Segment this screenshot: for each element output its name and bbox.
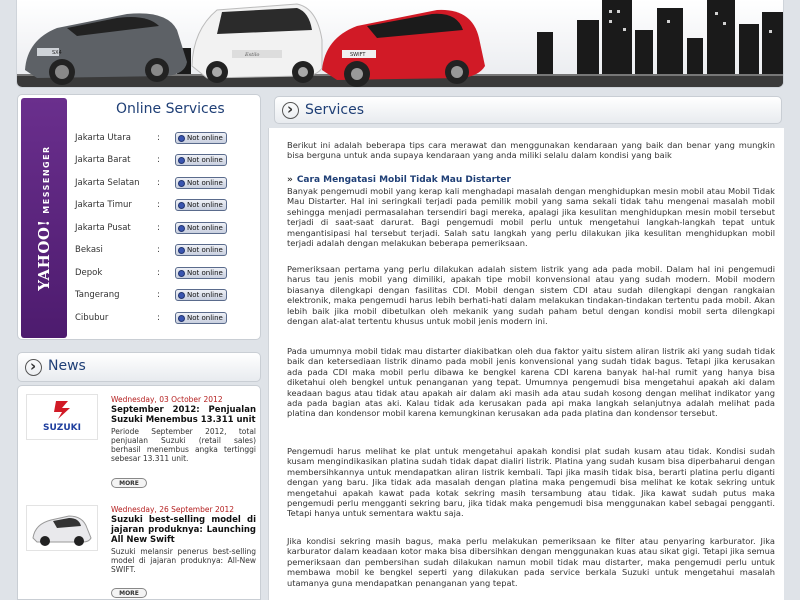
more-button[interactable] (111, 478, 147, 488)
status-badge[interactable] (175, 199, 227, 211)
service-location: Depok (75, 268, 103, 278)
status-dot-icon (178, 270, 185, 277)
online-service-row (75, 197, 260, 213)
article-title-text: Cara Mengatasi Mobil Tidak Mau Distarter (296, 175, 511, 185)
status-dot-icon (178, 315, 185, 322)
status-dot-icon (178, 202, 185, 209)
service-location: Jakarta Selatan (75, 178, 140, 188)
article-paragraph: Jika kondisi sekring masih bagus, maka perlu melakukan pemeriksaan ke filter atau penyaring karburator. Jika karburator dalam keadaan kotor maka bisa dibersihkan dengan menggunakan kuas atau sikat gigi. Tetapi jika semua pemeriksaan dan pembersihan sudah dilakukan namun mobil tidak mau distarter, maka pengemudi perlu untuk membawa mobil ke bengkel seperti yang dilakukan pada service berkala Suzuki untuk mengetahui masalah utamanya guna mendapatkan penanganan yang tepat. (287, 536, 775, 588)
article-title[interactable] (287, 175, 511, 185)
banner-graphic (17, 0, 784, 88)
service-location: Jakarta Barat (75, 155, 131, 165)
colon: : (157, 178, 160, 188)
more-button[interactable] (111, 588, 147, 598)
status-text: Not online (187, 269, 223, 277)
swift-car-thumb[interactable] (26, 505, 98, 551)
news-description: Suzuki melansir penerus best-selling model di jajaran produknya: All-New SWIFT. (111, 547, 256, 574)
yahoo-messenger-logo (35, 145, 53, 290)
online-service-row (75, 152, 260, 168)
colon: : (157, 200, 160, 210)
badge-estilo: Estilo (245, 52, 260, 58)
status-dot-icon (178, 135, 185, 142)
status-text: Not online (187, 201, 223, 209)
service-location: Jakarta Pusat (75, 223, 131, 233)
news-headline[interactable]: Suzuki best-selling model di jajaran produknya: Launching All New Swift (111, 515, 256, 545)
colon: : (157, 268, 160, 278)
suzuki-logo-thumb[interactable] (26, 394, 98, 440)
online-service-row (75, 130, 260, 146)
status-badge[interactable] (175, 132, 227, 144)
circle-arrow-icon (25, 359, 42, 376)
more-label: MORE (119, 479, 139, 487)
news-date: Wednesday, 26 September 2012 (111, 505, 235, 514)
badge-sx4: SX4 (52, 50, 62, 56)
status-badge[interactable] (175, 154, 227, 166)
status-text: Not online (187, 134, 223, 142)
services-content (268, 128, 784, 600)
colon: : (157, 155, 160, 165)
header-banner (16, 0, 784, 88)
status-text: Not online (187, 156, 223, 164)
status-badge[interactable] (175, 222, 227, 234)
news-list (17, 385, 261, 600)
online-service-row (75, 242, 260, 258)
news-header (17, 352, 261, 382)
suzuki-logo-icon (32, 399, 92, 435)
status-badge[interactable] (175, 267, 227, 279)
online-service-row (75, 220, 260, 236)
intro-paragraph: Berikut ini adalah beberapa tips cara merawat dan menggunakan kendaraan yang baik dan benar yang mungkin bisa berguna untuk anda supaya kendaraan yang anda miliki selalu dalam kondisi yang baik (287, 140, 775, 161)
yahoo-messenger-strip (21, 98, 67, 338)
colon: : (157, 313, 160, 323)
circle-arrow-icon (282, 102, 299, 119)
badge-swift: SWIFT (350, 52, 366, 58)
service-location: Tangerang (75, 290, 120, 300)
online-service-row (75, 287, 260, 303)
online-services-title: Online Services (116, 101, 225, 117)
status-badge[interactable] (175, 289, 227, 301)
article-paragraph: Pemeriksaan pertama yang perlu dilakukan adalah sistem listrik yang ada pada mobil. Dalam hal ini pengemudi harus tau jenis mobil yang dimiliki, apakah tipe mobil konvensional atau yang sudah modern. Mobil modern biasanya dilengkapi dengan fasilitas CDI. Mobil dengan sistem CDI atau sudah dilengkapi dengan rangkaian elektronik, maka pengemudi harus lebih berhati-hati dalam melakukan tindakan-tindakan tertentu pada mobil. Akan lebih baik jika mobil dibetulkan oleh mekanik yang sudah paham betul dengan kondisi mobil serta dilengkapi dengan alat-alat tertentu khusus untuk mobil jenis modern ini. (287, 264, 775, 327)
status-dot-icon (178, 157, 185, 164)
online-services-panel (17, 94, 261, 340)
status-dot-icon (178, 180, 185, 187)
colon: : (157, 223, 160, 233)
messenger-sub-text: MESSENGER (42, 145, 51, 214)
status-dot-icon (178, 292, 185, 299)
article-paragraph: Pengemudi harus melihat ke plat untuk mengetahui apakah kondisi plat sudah kusam atau tidak. Kondisi sudah kusam mengindikasikan platina sudah tidak dapat dialiri listrik. Platina yang sudah kusam bisa diperbaharui dengan membersihkannya untuk mendapatkan aliran listrik kembali. Tapi jika masih tidak bisa, berarti platina perlu diganti dengan yang baru. Jika tidak ada masalah dengan platina maka pengemudi bisa melihat ke kotak sekring untuk mengetahui apakah kawat pada kotak sekring masih tersambung atau tidak. Jika kawat sudah putus maka pengemudi perlu mengganti sekring baru, jika tidak maka pengemudi bisa menggunakan kabel sebagai pengganti. Tetapi hanya untuk sementara waktu saja. (287, 446, 775, 519)
online-service-row (75, 310, 260, 326)
article-paragraph: Pada umumnya mobil tidak mau distarter diakibatkan oleh dua faktor yaitu sistem aliran listrik aki yang sudah tidak baik dan ketersediaan listrik dinamo pada mobil jenis konvensional yang sudah tidak bagus. Tetapi jika kerusakan ada pada CDI maka mobil perlu dibawa ke bengkel karena CDI karena banyak hal-hal rumit yang hanya bisa diketahui oleh bengkel untuk penanganan yang tepat. Umumnya pengemudi bisa mengetahui apakah aki dalam keadaan bagus atau tidak atau apakah air dalam aki masih ada atau sudah kosong dengan melihat indikator yang ada pada bagian atas aki. Kalau tidak ada kerusakan pada api maka langkah selanjutnya adalah melihat pada platina dan kondensor mobil karena kemungkinan kerusakan ada pada platina dan kondensor tersebut. (287, 346, 775, 419)
more-label: MORE (119, 589, 139, 597)
services-title: Services (305, 102, 365, 118)
status-text: Not online (187, 246, 223, 254)
status-text: Not online (187, 314, 223, 322)
car-thumb-icon (29, 508, 95, 548)
status-badge[interactable] (175, 312, 227, 324)
double-chevron-icon: » (287, 175, 293, 185)
online-service-row (75, 265, 260, 281)
colon: : (157, 133, 160, 143)
status-text: Not online (187, 224, 223, 232)
status-badge[interactable] (175, 244, 227, 256)
car-white-estilo (192, 4, 322, 83)
colon: : (157, 245, 160, 255)
news-title: News (48, 358, 86, 374)
service-location: Bekasi (75, 245, 103, 255)
services-header (274, 96, 782, 124)
news-date: Wednesday, 03 October 2012 (111, 395, 223, 404)
status-dot-icon (178, 247, 185, 254)
colon: : (157, 290, 160, 300)
online-service-row (75, 175, 260, 191)
suzuki-logo-text: SUZUKI (43, 423, 81, 433)
service-location: Cibubur (75, 313, 109, 323)
news-headline[interactable]: September 2012: Penjualan Suzuki Menembus 13.311 unit (111, 405, 256, 425)
yahoo-brand-text: YAHOO! (35, 219, 53, 291)
service-location: Jakarta Utara (75, 133, 131, 143)
service-location: Jakarta Timur (75, 200, 132, 210)
news-description: Periode September 2012, total penjualan Suzuki (retail sales) berhasil menembus angka tertinggi sebesar 13.311 unit. (111, 427, 256, 463)
status-text: Not online (187, 179, 223, 187)
status-dot-icon (178, 225, 185, 232)
status-text: Not online (187, 291, 223, 299)
status-badge[interactable] (175, 177, 227, 189)
article-paragraph: Banyak pengemudi mobil yang kerap kali menghadapi masalah dengan menghidupkan mesin mobil atau Mobil Tidak Mau Distarter. Hal ini seringkali terjadi pada pemilik mobil yang sama sekali tidak tahu mengenai masalah mobil sehingga menjadi permasalahan tersendiri bagi mereka, apalagi jika kesulitan menghidupkan mesin mobil tersebut terjadi di saat-saat darurat. Bagi pengemudi mobil perlu untuk mengetahui langkah-langkah tepat untuk mengantisipasi hal tersebut terjadi. Salah satu langkah yang perlu dilakukan jika kesulitan menghidupkan mobil terjadi adalah dengan melakukan beberapa pemeriksaan. (287, 186, 775, 249)
